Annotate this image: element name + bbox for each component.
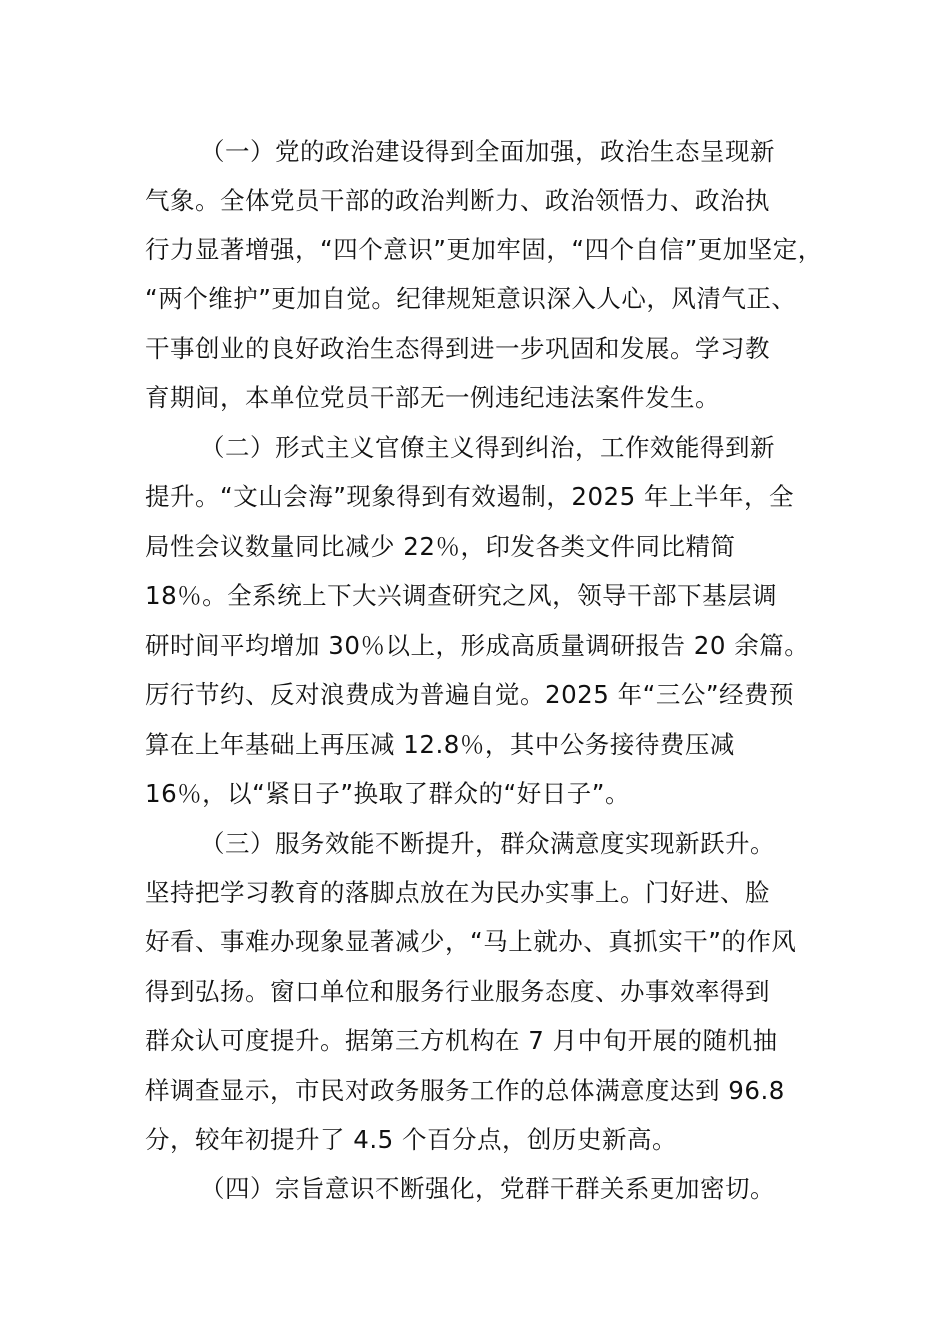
paragraph-2-line: 16％，以“紧日子”换取了群众的“好日子”。: [145, 779, 630, 808]
paragraph-2-line: 算在上年基础上再压减 12.8％，其中公务接待费压减: [145, 730, 735, 759]
paragraph-3-heading-line: （三）服务效能不断提升，群众满意度实现新跃升。: [200, 829, 775, 858]
paragraph-1-line: “两个维护”更加自觉。纪律规矩意识深入人心，风清气正、: [145, 284, 797, 313]
paragraph-3-line: 得到弘扬。窗口单位和服务行业服务态度、办事效率得到: [145, 977, 770, 1006]
paragraph-1-heading-line: （一）党的政治建设得到全面加强，政治生态呈现新: [200, 137, 775, 166]
paragraph-3-line: 好看、事难办现象显著减少，“马上就办、真抓实干”的作风: [145, 927, 797, 956]
paragraph-1-line: 气象。全体党员干部的政治判断力、政治领悟力、政治执: [145, 186, 770, 215]
paragraph-3-line: 坚持把学习教育的落脚点放在为民办实事上。门好进、脸: [145, 878, 770, 907]
paragraph-1-line: 育期间，本单位党员干部无一例违纪违法案件发生。: [145, 383, 720, 412]
paragraph-2-line: 研时间平均增加 30％以上，形成高质量调研报告 20 余篇。: [145, 631, 810, 660]
paragraph-1-line: 干事创业的良好政治生态得到进一步巩固和发展。学习教: [145, 334, 770, 363]
paragraph-1-line: 行力显著增强，“四个意识”更加牢固，“四个自信”更加坚定，: [145, 235, 823, 264]
paragraph-2-line: 局性会议数量同比减少 22％，印发各类文件同比精简: [145, 532, 736, 561]
paragraph-2-line: 厉行节约、反对浪费成为普遍自觉。2025 年“三公”经费预: [145, 680, 795, 709]
paragraph-3-line: 分，较年初提升了 4.5 个百分点，创历史新高。: [145, 1125, 678, 1154]
paragraph-3-line: 群众认可度提升。据第三方机构在 7 月中旬开展的随机抽: [145, 1026, 778, 1055]
paragraph-2-line: 提升。“文山会海”现象得到有效遏制，2025 年上半年，全: [145, 482, 795, 511]
paragraph-2-line: 18％。全系统上下大兴调查研究之风，领导干部下基层调: [145, 581, 778, 610]
paragraph-4-heading-line: （四）宗旨意识不断强化，党群干群关系更加密切。: [200, 1174, 775, 1203]
paragraph-2-heading-line: （二）形式主义官僚主义得到纠治，工作效能得到新: [200, 433, 775, 462]
paragraph-3-line: 样调查显示，市民对政务服务工作的总体满意度达到 96.8: [145, 1076, 785, 1105]
